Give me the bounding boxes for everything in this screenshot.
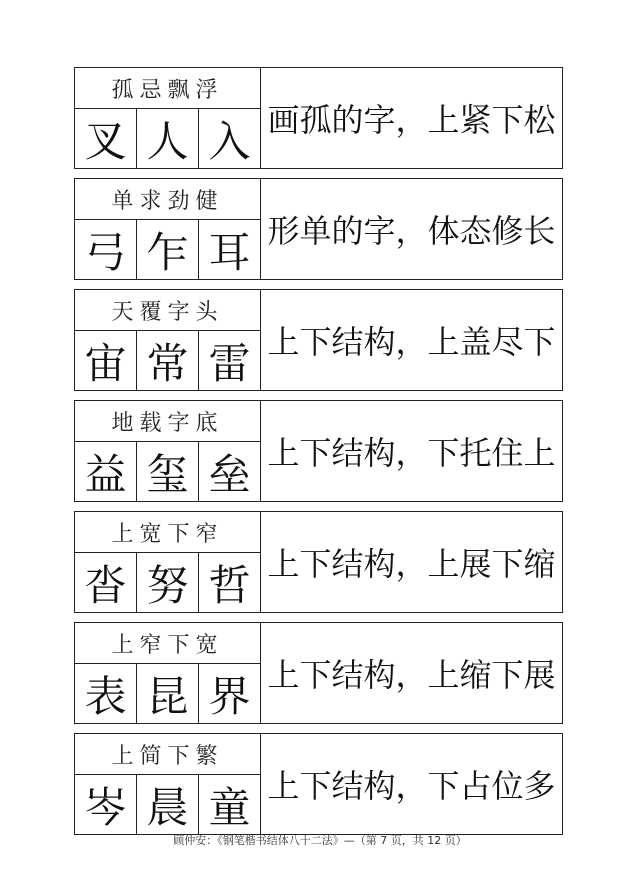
example-character: 叉 bbox=[75, 109, 137, 168]
example-character: 哲 bbox=[208, 560, 251, 610]
example-panel bbox=[75, 68, 261, 168]
example-character: 努 bbox=[137, 553, 199, 612]
example-character: 界 bbox=[208, 671, 251, 721]
rule-text: 上下结构，上展下缩 bbox=[267, 545, 556, 583]
rule-block bbox=[74, 733, 563, 835]
example-character: 常 bbox=[137, 331, 199, 390]
example-characters bbox=[75, 775, 260, 834]
rule-text: 上下结构，下占位多 bbox=[267, 767, 556, 805]
rule-block bbox=[74, 400, 563, 502]
example-panel bbox=[75, 401, 261, 501]
block-title: 地载字底 bbox=[75, 401, 260, 442]
example-character: 宙 bbox=[75, 331, 137, 390]
example-characters bbox=[75, 664, 260, 723]
rule-text: 上下结构，下托住上 bbox=[267, 434, 556, 472]
example-character: 乍 bbox=[137, 220, 199, 279]
rule-text: 上下结构，上缩下展 bbox=[267, 656, 556, 694]
example-character: 益 bbox=[75, 442, 137, 501]
example-character: 人 bbox=[137, 109, 199, 168]
page-footer: 顾仲安：《钢笔楷书结体八十二法》—（第 7 页，共 12 页） bbox=[173, 834, 467, 847]
example-character: 弓 bbox=[75, 220, 137, 279]
example-panel bbox=[75, 623, 261, 723]
rule-text: 画孤的字，上紧下松 bbox=[267, 101, 556, 139]
example-characters bbox=[75, 331, 260, 390]
block-title: 天覆字头 bbox=[75, 290, 260, 331]
example-characters bbox=[75, 220, 260, 279]
rule-block bbox=[74, 67, 563, 169]
example-panel bbox=[75, 734, 261, 834]
example-panel bbox=[75, 512, 261, 612]
example-character: 耳 bbox=[208, 227, 251, 277]
example-character: 雷 bbox=[208, 338, 251, 388]
example-panel bbox=[75, 179, 261, 279]
example-character: 岑 bbox=[75, 775, 137, 834]
rule-block bbox=[74, 622, 563, 724]
example-character: 表 bbox=[75, 664, 137, 723]
rule-text: 上下结构，上盖尽下 bbox=[267, 323, 556, 361]
example-characters bbox=[75, 109, 260, 168]
rule-block bbox=[74, 178, 563, 280]
example-characters bbox=[75, 553, 260, 612]
example-character: 垒 bbox=[208, 449, 251, 499]
example-panel bbox=[75, 290, 261, 390]
example-characters bbox=[75, 442, 260, 501]
rule-text: 形单的字，体态修长 bbox=[267, 212, 556, 250]
example-character: 晨 bbox=[137, 775, 199, 834]
example-character: 童 bbox=[208, 782, 251, 832]
rule-block bbox=[74, 289, 563, 391]
block-title: 单求劲健 bbox=[75, 179, 260, 220]
block-title: 上宽下窄 bbox=[75, 512, 260, 553]
block-title: 上窄下宽 bbox=[75, 623, 260, 664]
example-character: 入 bbox=[208, 116, 251, 166]
example-character: 沓 bbox=[75, 553, 137, 612]
block-title: 孤忌飘浮 bbox=[75, 68, 260, 109]
example-character: 玺 bbox=[137, 442, 199, 501]
rule-block bbox=[74, 511, 563, 613]
block-title: 上简下繁 bbox=[75, 734, 260, 775]
example-character: 昆 bbox=[137, 664, 199, 723]
